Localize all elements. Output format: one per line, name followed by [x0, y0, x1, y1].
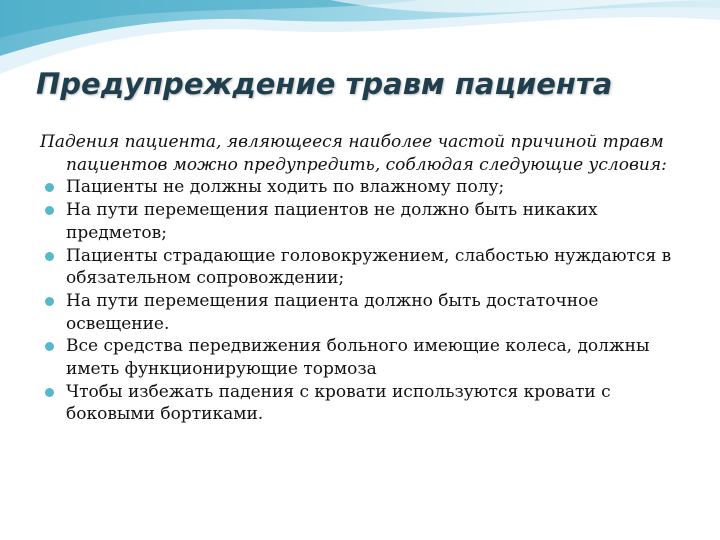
list-item-text: На пути перемещения пациента должно быть достаточное освещение.	[66, 290, 599, 334]
list-item-text: Все средства передвижения больного имеющие колеса, должны иметь функционирующие тормоза	[66, 336, 650, 380]
list-item-text: Пациенты страдающие головокружением, слабостью нуждаются в обязательном сопровождении;	[66, 245, 672, 289]
bullet-dot-icon	[45, 388, 54, 397]
list-item	[40, 245, 690, 290]
bullet-dot-icon	[45, 252, 54, 261]
list-item	[40, 176, 690, 199]
bullet-dot-icon	[45, 183, 54, 192]
list-item	[40, 335, 690, 380]
bullet-dot-icon	[45, 206, 54, 215]
intro-paragraph: Падения пациента, являющееся наиболее частой причиной травм пациентов можно предупредить, соблюдая следующие условия:	[40, 132, 667, 175]
slide-body	[40, 131, 690, 426]
bullet-dot-icon	[45, 297, 54, 306]
list-item	[40, 199, 690, 244]
list-item	[40, 290, 690, 335]
list-item	[40, 381, 690, 426]
list-item-text: Чтобы избежать падения с кровати используются кровати с боковыми бортиками.	[66, 381, 611, 425]
list-item-text: На пути перемещения пациентов не должно быть никаких предметов;	[66, 200, 598, 243]
list-item-text: Пациенты не должны ходить по влажному полу;	[66, 177, 505, 198]
slide-title: Предупреждение травм пациента	[36, 67, 613, 101]
bullet-dot-icon	[45, 342, 54, 351]
conditions-list	[40, 176, 690, 426]
